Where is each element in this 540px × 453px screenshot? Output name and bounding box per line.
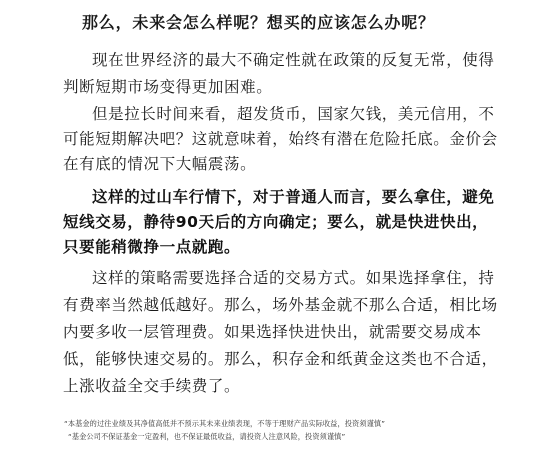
paragraph-line: 上涨收益全交手续费了。 xyxy=(63,377,241,395)
paragraph-line: 内要多收一层管理费。如果选择快进快出，就需要交易成本 xyxy=(63,323,482,341)
paragraph-line: 只要能稍微挣一点就跑。 xyxy=(63,238,241,256)
paragraph-line: 可能短期解决吧？这就意味着，始终有潜在危险托底。金价会 xyxy=(63,130,498,148)
paragraph-line: 低，能够快速交易的。那么，积存金和纸黄金这类也不合适， xyxy=(63,350,498,368)
disclaimer-text: “基金公司不保证基金一定盈利，也不保证最低收益，请投资人注意风险，投资须谨慎” xyxy=(68,432,346,441)
paragraph-line: 短线交易，静待90天后的方向确定；要么，就是快进快出， xyxy=(63,213,489,231)
paragraph-line: 判断短期市场变得更加困难。 xyxy=(63,78,273,96)
paragraph-line: 在有底的情况下大幅震荡。 xyxy=(63,155,257,173)
paragraph-line: 这样的过山车行情下，对于普通人而言，要么拿住，避免 xyxy=(92,188,495,206)
paragraph-line: 这样的策略需要选择合适的交易方式。如果选择拿住，持 xyxy=(92,269,495,287)
article-heading: 那么，未来会怎么样呢？想买的应该怎么办呢？ xyxy=(82,13,435,32)
disclaimer-text: “本基金的过往业绩及其净值高低并不预示其未来业绩表现，不等于理财产品实际收益，投资须谨慎” xyxy=(64,419,386,428)
paragraph-line: 有费率当然越低越好。那么，场外基金就不那么合适，相比场 xyxy=(63,296,498,314)
paragraph-line: 现在世界经济的最大不确定性就在政策的反复无常，使得 xyxy=(92,51,495,69)
paragraph-line: 但是拉长时间来看，超发货币，国家欠钱，美元信用，不 xyxy=(92,105,495,123)
